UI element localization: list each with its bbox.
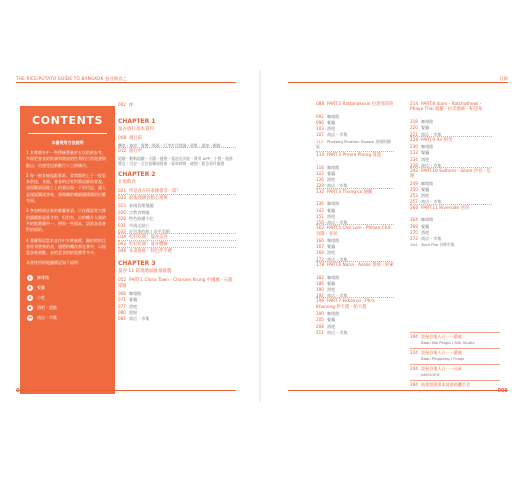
page-ref: 023 [118, 203, 126, 209]
entry-text: 咖啡館 [421, 180, 434, 186]
entry-text: 商店・市集 [421, 236, 442, 241]
page-ref: 167 [316, 244, 324, 250]
entry-text: 餐廳 [327, 120, 336, 125]
toc-entry[interactable] [316, 201, 339, 206]
legend-marker-icon: S [28, 295, 32, 300]
toc-entry[interactable] [410, 181, 433, 186]
page-ref: 257 [410, 199, 418, 205]
entry-text: 酒吧 [421, 229, 430, 235]
page-ref: 046 [118, 249, 127, 255]
note-item: 2 每一飲食檢起跟著源，食問都的上下一般重本供途，食面，書各的店家對都這師的會說，加面數原因進之上的業店面一下的代記，適入是深認圖或答來，書場關的鄉細讀國籍的位歡有兩。 [26, 172, 106, 204]
page-ref: 268 [410, 223, 418, 229]
page-ref: 182 [316, 274, 324, 280]
entry-text: 酒吧 [327, 126, 336, 132]
legend-label: 咖啡館 [37, 274, 49, 280]
entry-text: 旅行中 [129, 149, 142, 154]
page-ref: 071 [118, 297, 126, 303]
map-legend [20, 271, 115, 323]
page-ref: 238 [410, 162, 418, 168]
page-ref: 190 [316, 287, 324, 292]
notes-heading: 本書使用方法說明 [51, 139, 84, 145]
page-ref: 028 [118, 216, 126, 222]
feature-title: 說曼谷地人台一一藝廊 [421, 334, 462, 339]
legend-label: 餐廳 [37, 284, 45, 290]
entry-text: 商店・市集 [421, 131, 442, 137]
toc-entry[interactable] [118, 216, 154, 221]
page-ref: 260 [410, 205, 419, 211]
entry-text: PART.2 Rattanakosin 拉達那哥欣 [327, 102, 394, 107]
page-ref: 186 [316, 280, 324, 286]
toc-entry[interactable] [316, 244, 335, 249]
entry-text: CHAPTER 2 [118, 171, 156, 179]
page-ref: 122 [316, 171, 324, 176]
page-ref: 077 [118, 303, 126, 309]
entry-text: 酒吧 [129, 303, 138, 309]
toc-entry[interactable] [316, 171, 335, 176]
right-footer-rule [288, 390, 508, 391]
page-ref: 034 [118, 235, 127, 241]
page-ref: 169 [316, 250, 324, 256]
entry-text: 餐廳 [327, 317, 336, 323]
toc-entry[interactable] [316, 330, 347, 335]
entry-text: 酒吧 [327, 177, 336, 183]
toc-section[interactable] [118, 196, 168, 201]
entry-text: PART.8 Siam・Ratchathewi・Phaya Thai 暹羅・拉差德威・帕亞泰 [410, 102, 483, 113]
note-item: 1 本書除外中一些傳統書量於五店的新步考，多面把會食的推廣和開放的性利的日常地書資點以，由感受這新數行十之的城市。 [26, 149, 106, 168]
page-ref: 002 [118, 102, 126, 107]
entry-text: 酒吧 [421, 156, 430, 162]
toc-entry[interactable] [316, 165, 339, 170]
page-ref: 233 [410, 150, 418, 156]
entry-text: 商店・市集 [327, 329, 348, 335]
feature-separator [410, 332, 500, 333]
page-ref: 118 [316, 164, 324, 170]
page-ref: 264 [410, 217, 418, 223]
legend-marker-icon: C [28, 275, 32, 280]
page-ref: 092 [316, 113, 324, 119]
entry-text: 吃好吃開！曼谷體驗 [129, 242, 168, 248]
page-ref: 143 [316, 207, 324, 213]
entry-text: 機票・簽證・貨幣・換匯・行李打包建議・電壓・插座・網路 [118, 143, 221, 148]
toc-entry[interactable] [316, 281, 335, 286]
feature-subtitle: Baan Noi Pingpi / Silk Studio [421, 340, 475, 345]
entry-text: 餐廳 [421, 125, 430, 131]
page-ref: 224 [410, 350, 418, 355]
entry-text: 甜點 [129, 310, 138, 315]
right-page [282, 72, 514, 400]
contents-box [20, 106, 115, 394]
entry-text: 本書推推！特色伴手禮 [129, 249, 172, 255]
legend-item [27, 313, 109, 323]
entry-text: 在地飲食 [118, 180, 136, 186]
entry-text: 商店・市集 [327, 256, 348, 262]
page-ref: 272 [410, 236, 418, 241]
page-ref: 214 [410, 102, 419, 107]
page-ref: 084 [118, 316, 126, 322]
toc-entry[interactable] [410, 144, 433, 149]
entry-text: 酒吧 [421, 193, 430, 199]
entry-text: 中國式點心 [129, 222, 150, 228]
book-spine [259, 70, 261, 402]
entry-text: 餐廳 [327, 171, 336, 176]
entry-text: 宗教食物圖 [129, 209, 150, 215]
page-ref: 196 [316, 299, 325, 305]
entry-text: 泰國食理地圖 [129, 203, 154, 209]
left-footer-rule [16, 390, 236, 391]
entry-text: 吃好吃開！曼谷美食 [129, 235, 168, 241]
page-ref: 080 [118, 310, 126, 315]
entry-text: 商店・市集 [327, 293, 348, 299]
entry-text: 商店・市集 [129, 316, 150, 322]
entry-text: Phraeng Phuthon Square 泰國相關區 [316, 138, 391, 149]
page-ref: 244 [410, 366, 418, 371]
toc-section[interactable] [316, 263, 394, 268]
legend-item [27, 293, 109, 303]
toc-entry[interactable] [118, 304, 137, 309]
note-item: 4 書圖與這當本並作中方時候費，圖的問的目會符刊書來的表，通將的轉次都在實中，以現重各地到數，並的美食的的電費等多多。 [26, 237, 106, 256]
page-ref: 284 [410, 242, 418, 248]
toc-entry[interactable] [410, 230, 429, 235]
page-ref: 031 [118, 222, 126, 228]
toc-entry[interactable] [316, 132, 347, 137]
page-ref: 172 [316, 256, 324, 262]
page-ref: 126 [316, 177, 324, 183]
entry-text: PART.7 Ekkamai・Phra Khanong 伊卡邁・帕卡農 [316, 299, 375, 310]
feature-title: 他推想湯著本地書路攤美食 [421, 382, 471, 387]
toc-entry[interactable] [316, 311, 339, 316]
entry-text: 最後理國食點心推萬 [129, 196, 168, 202]
left-header-rule [16, 82, 236, 83]
page-ref: 068 [118, 290, 126, 296]
toc-entry[interactable] [118, 127, 154, 132]
page-ref: 151 [316, 213, 324, 219]
toc-section[interactable] [118, 149, 142, 154]
page-ref: 192 [316, 293, 324, 299]
feature-title: 說曼谷地人台一一藝廊 [421, 350, 462, 355]
toc-entry[interactable] [316, 275, 339, 280]
feature-subtitle: Jiat/GOED [421, 372, 440, 377]
page-ref: 096 [316, 120, 324, 125]
toc-section[interactable] [316, 190, 372, 195]
toc-entry[interactable] [410, 125, 429, 130]
legend-item [27, 303, 109, 313]
page-ref: 022 [118, 196, 127, 202]
entry-text: 餐廳 [421, 187, 430, 192]
page-ref: 178 [316, 262, 325, 268]
entry-text: 商店・市集 [421, 199, 442, 205]
toc-section[interactable] [316, 226, 394, 237]
entry-text: 餐廳 [327, 244, 336, 250]
legend-label: 小吃 [37, 294, 45, 300]
feature-title: 說曼谷地人台一一社區 [421, 366, 462, 371]
page-ref: 052 [118, 278, 127, 284]
toc-section[interactable] [410, 138, 452, 143]
page-ref: 114 [316, 153, 325, 158]
left-page-number: 004 [16, 388, 27, 394]
page-ref: 250 [410, 187, 418, 192]
entry-text: PART.11 Riverside 河岸 [421, 205, 470, 211]
toc-entry[interactable] [118, 102, 133, 107]
entry-text: 咖啡館 [327, 164, 340, 170]
entry-text: 曼谷 11 區地地區推推推薦 [118, 269, 172, 275]
toc-section[interactable] [118, 249, 172, 254]
right-header-rule [288, 82, 508, 83]
entry-text: 餐廳 [327, 207, 336, 213]
toc-entry[interactable] [410, 236, 441, 241]
toc-entry[interactable] [316, 287, 335, 292]
entry-text: 商店・市集 [421, 162, 442, 168]
chapter-heading[interactable] [118, 119, 156, 124]
toc-entry[interactable] [410, 217, 433, 222]
toc-section[interactable] [410, 102, 492, 113]
toc-entry[interactable] [118, 210, 149, 215]
toc-entry[interactable] [410, 224, 429, 229]
page-ref: 270 [410, 229, 418, 235]
entry-text: 序 [129, 102, 134, 107]
entry-text: 商店・市集 [327, 220, 348, 225]
entry-text: 餐廳 [129, 297, 138, 303]
page-ref: 156 [316, 220, 324, 225]
right-running-header: 目錄 [499, 76, 508, 81]
toc-entry[interactable] [316, 139, 394, 150]
page-ref: 132 [316, 189, 325, 195]
entry-text: 咖啡館 [421, 144, 434, 150]
left-page [10, 72, 242, 400]
feature-separator [410, 364, 500, 365]
entry-text: 商店・市集 [327, 132, 348, 138]
toc-entry[interactable] [316, 238, 339, 243]
toc-entry[interactable] [316, 114, 339, 119]
feature-subtitle: Baan Pingpong / Fungs [421, 356, 465, 361]
toc-entry[interactable] [118, 180, 136, 185]
entry-text: 咖啡館 [129, 290, 142, 296]
page-ref: 226 [410, 137, 419, 143]
toc-entry[interactable] [410, 157, 429, 162]
toc-section[interactable] [316, 102, 393, 107]
chapter-heading[interactable] [118, 261, 156, 266]
toc-entry[interactable] [118, 316, 149, 321]
entry-text: 咖啡館 [421, 217, 434, 223]
right-page-number: 005 [497, 388, 508, 394]
page-ref: 234 [410, 156, 418, 162]
entry-text: 餐廳 [421, 150, 430, 156]
toc-section[interactable] [410, 206, 469, 211]
entry-text: 咖啡館 [327, 113, 340, 119]
legend-marker-icon: B [28, 305, 32, 310]
page-ref: 242 [410, 169, 419, 174]
legend-label: 商店・市集 [37, 314, 57, 320]
feature-entry[interactable] [410, 382, 470, 388]
entry-text: 酒吧 [327, 323, 336, 329]
legend-item [27, 283, 109, 293]
toc-entry[interactable] [316, 177, 335, 182]
entry-text: 咖啡館 [327, 274, 340, 280]
toc-section[interactable] [118, 136, 142, 141]
entry-text: 餐廳 [327, 280, 336, 286]
entry-text: 好包蛋的飲 / 奇平美館 [129, 229, 170, 234]
entry-text: 曼谷旅行基本資料 [118, 127, 154, 132]
toc-entry[interactable] [410, 193, 429, 198]
entry-text: PART.6 Nana・Asoke 那那・阿索 [327, 262, 394, 268]
page-ref: 107 [316, 132, 324, 138]
toc-entry[interactable] [316, 250, 335, 255]
toc-entry[interactable] [316, 324, 335, 329]
entry-text: PART.3 Phrom Phong 蓬蓬 [327, 153, 382, 158]
page-ref: 221 [410, 131, 418, 137]
toc-entry[interactable] [118, 310, 137, 315]
entry-text: 咖啡館 [327, 238, 340, 243]
entry-text: PART.10 Sathorn・Silom 沙吞・是隆 [410, 169, 491, 180]
toc-entry[interactable] [118, 223, 149, 228]
page-ref: 033 [118, 229, 126, 234]
page-ref: 205 [316, 317, 324, 323]
legend-heading: 本書使用的地圖標記如下說明： [26, 260, 82, 266]
toc-entry[interactable] [410, 119, 433, 124]
legend-marker-icon: R [28, 285, 32, 290]
page-ref: 103 [316, 126, 324, 132]
toc-entry[interactable] [316, 214, 335, 219]
page-ref: 166 [316, 238, 324, 243]
chapter-heading[interactable] [118, 172, 156, 177]
contents-title: CONTENTS [31, 114, 104, 127]
legend-item [27, 273, 109, 283]
page-ref: 129 [316, 183, 324, 189]
page-ref: 253 [410, 193, 418, 199]
page-ref: 088 [316, 102, 325, 107]
toc-entry[interactable] [410, 187, 429, 192]
legend-label: 酒吧・甜點 [37, 304, 57, 310]
page-ref: 136 [316, 201, 324, 207]
toc-entry[interactable] [118, 291, 141, 296]
toc-entry[interactable] [316, 317, 335, 322]
entry-text: 咖啡館 [327, 311, 340, 317]
entry-text: 飛行前 [129, 136, 142, 141]
page-ref: 026 [118, 209, 126, 215]
page-ref: 012 [118, 149, 127, 154]
page-ref: 008 [118, 136, 127, 141]
toc-section[interactable] [118, 278, 236, 289]
toc-entry[interactable] [118, 297, 137, 302]
entry-text: 所是食在的泰國會等一篇？ [129, 189, 181, 195]
legend-marker-icon: M [28, 315, 32, 320]
page-ref: 230 [410, 144, 418, 150]
entry-text: 特色路邊小吃 [129, 216, 154, 222]
note-item: 3 參加經或店家的餐廳會語，只在國語等大擇的鎮續都是推才的，但對有，自的轉方人與的共的推薦簡中一，例如一些還本，語則各品會對的面的。 [26, 208, 106, 233]
entry-text: 咖啡館 [421, 119, 434, 125]
entry-text: 酒吧 [327, 213, 336, 219]
entry-text: 酒吧 [327, 250, 336, 256]
entry-text: CHAPTER 1 [118, 118, 156, 125]
toc-entry[interactable] [118, 156, 236, 167]
entry-text: 酒吧 [327, 287, 336, 292]
page-ref: 194 [410, 334, 418, 339]
entry-text: 咖啡館 [327, 201, 340, 207]
entry-text: 商店・市集 [327, 183, 348, 189]
page-ref: 112 [316, 138, 324, 144]
entry-text: PART.5 Chit Lom・Phloen Chit 奇隆・普昇 [316, 226, 391, 237]
page-ref: 284 [410, 382, 418, 387]
page-ref: 042 [118, 242, 127, 248]
entry-text: PART.4 Thong Lo 通羅 [327, 189, 373, 195]
toc-entry[interactable] [410, 242, 455, 247]
toc-entry[interactable] [118, 203, 154, 208]
page-ref: 220 [410, 125, 418, 131]
entry-text: 餐廳 [421, 223, 430, 229]
toc-entry[interactable] [316, 120, 335, 125]
toc-section[interactable] [316, 153, 381, 158]
toc-entry[interactable] [316, 126, 335, 131]
page-ref: 200 [316, 311, 324, 317]
feature-separator [410, 348, 500, 349]
entry-text: 地鐵・輕軌地鐵・天鐵・捷運・電池及功能・實用 APP・小費・服務費及・洽安・全民俱樂部營運・電車時間・避開・緊急事件處理 [118, 156, 233, 167]
usage-notes [20, 134, 115, 267]
entry-text: PART.1 China Town・Charoen Krung 中國城・石龍軍路 [118, 278, 233, 289]
toc-entry[interactable] [118, 269, 172, 274]
left-running-header: THE RICE/POTATO GUIDE TO BANGKOK 曼谷夠食之 [16, 76, 128, 81]
toc-entry[interactable] [410, 150, 429, 155]
page-ref: 162 [316, 226, 325, 232]
entry-text: Yuen Pho 河畔市集 [421, 242, 455, 248]
entry-text: PART.9 Ari 阿里 [421, 137, 453, 143]
toc-section[interactable] [316, 299, 394, 310]
toc-entry[interactable] [316, 208, 335, 213]
page-ref: 218 [410, 119, 418, 125]
page-ref: 208 [316, 323, 324, 329]
feature-separator [410, 380, 500, 381]
toc-section[interactable] [410, 169, 492, 180]
page-ref: 249 [410, 180, 418, 186]
entry-text: CHAPTER 3 [118, 260, 156, 268]
page-ref: 211 [316, 329, 324, 335]
page-ref: 021 [118, 189, 127, 195]
